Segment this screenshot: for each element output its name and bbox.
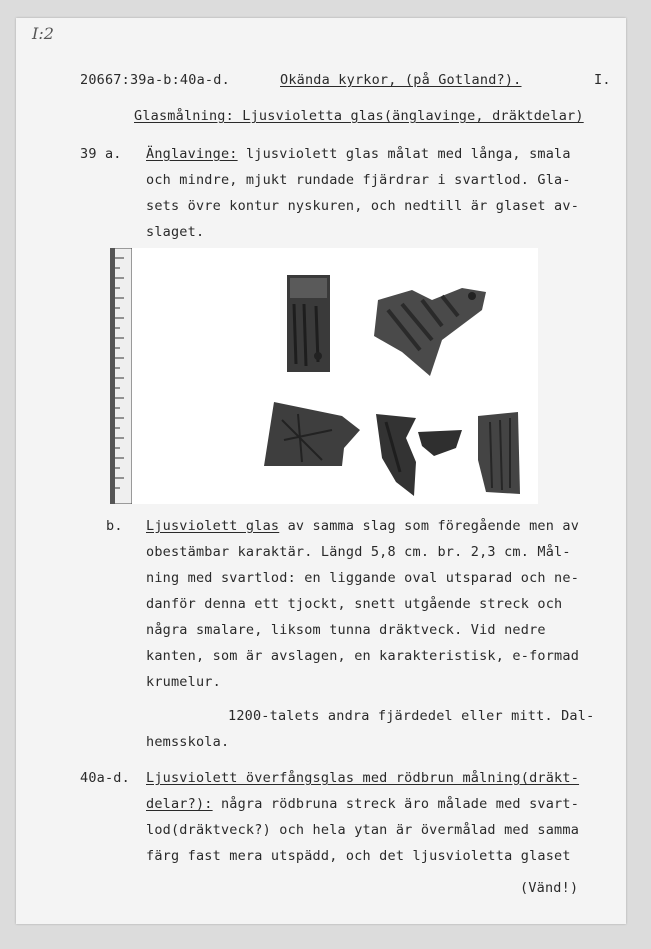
entry-b-line7: krumelur. bbox=[146, 674, 221, 690]
entry-40-line4: färg fast mera utspädd, och det ljusvioletta glaset bbox=[146, 848, 571, 864]
wing-fragment-rect bbox=[286, 274, 332, 374]
subtitle: Glasmålning: Ljusvioletta glas(änglavinge, dräktdelar) bbox=[134, 108, 584, 124]
catalog-number: 20667:39a-b:40a-d. bbox=[80, 72, 230, 88]
entry-b-line2: obestämbar karaktär. Längd 5,8 cm. br. 2,3 cm. Mål- bbox=[146, 544, 571, 560]
dating-line2: hemsskola. bbox=[146, 734, 230, 750]
fragment-left-low bbox=[262, 400, 362, 468]
entry-b-text1: av samma slag som föregående men av bbox=[287, 518, 580, 534]
entry-39a-label: 39 a. bbox=[80, 146, 122, 162]
turn-over-note: (Vänd!) bbox=[520, 880, 579, 896]
entry-39a-term: Änglavinge: bbox=[146, 146, 238, 162]
entry-39a-line4: slaget. bbox=[146, 224, 205, 240]
entry-39a-text1: ljusviolett glas målat med långa, smala bbox=[245, 146, 571, 162]
entry-40-line2 bbox=[146, 796, 579, 812]
entry-39a-line2: och mindre, mjukt rundade fjärdrar i svartlod. Gla- bbox=[146, 172, 571, 188]
card-title: Okända kyrkor, (på Gotland?). bbox=[280, 72, 522, 88]
entry-b-term: Ljusviolett glas bbox=[146, 518, 280, 534]
fragment-middle bbox=[376, 412, 418, 498]
roman-numeral: I. bbox=[594, 72, 611, 88]
entry-39a-line3: sets övre kontur nyskuren, och nedtill är glaset av- bbox=[146, 198, 580, 214]
entry-40-text2: några rödbruna streck äro målade med svart- bbox=[220, 796, 580, 812]
entry-b-line4: danför denna ett tjockt, snett utgående streck och bbox=[146, 596, 563, 612]
fragment-small bbox=[416, 428, 464, 458]
measuring-ruler bbox=[110, 248, 132, 504]
wing-fragment-large bbox=[372, 280, 490, 380]
entry-39a-line1 bbox=[146, 146, 571, 162]
entry-b-line3: ning med svartlod: en liggande oval utsparad och ne- bbox=[146, 570, 580, 586]
entry-b-line6: kanten, som är avslagen, en karakteristisk, e-formad bbox=[146, 648, 580, 664]
entry-b-line1 bbox=[146, 518, 579, 534]
entry-40-term-line2: delar?): bbox=[146, 796, 213, 812]
entry-40-line3: lod(dräktveck?) och hela ytan är övermålad med samma bbox=[146, 822, 580, 838]
dating-line1: 1200-talets andra fjärdedel eller mitt. Dal- bbox=[228, 708, 595, 724]
corner-mark: I:2 bbox=[32, 24, 54, 43]
entry-b-label: b. bbox=[106, 518, 123, 534]
fragment-right bbox=[474, 410, 522, 496]
entry-b-line5: några smalare, liksom tunna dräktveck. Vid nedre bbox=[146, 622, 546, 638]
entry-40-term-line1: Ljusviolett överfångsglas med rödbrun målning(dräkt- bbox=[146, 770, 580, 786]
entry-40-label: 40a-d. bbox=[80, 770, 130, 786]
